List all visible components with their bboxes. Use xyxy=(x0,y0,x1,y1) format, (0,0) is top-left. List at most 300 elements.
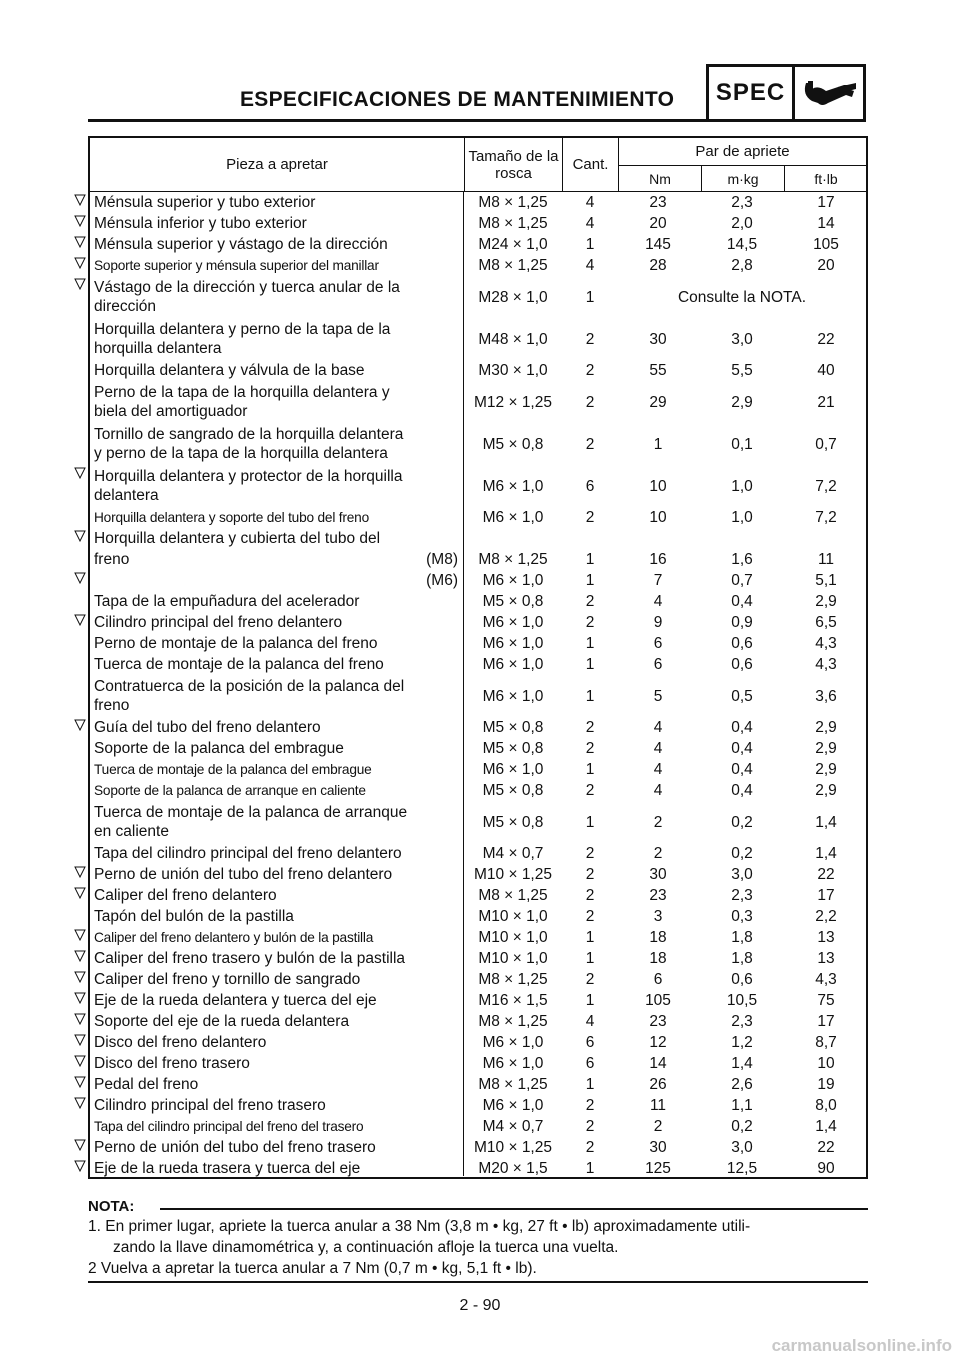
warning-triangle-icon xyxy=(74,1034,86,1046)
thread-size: M6 × 1,0 xyxy=(482,761,544,778)
part-name-text: Soporte de la palanca del embrague xyxy=(94,740,344,757)
torque-ftlb: 8,0 xyxy=(815,1097,837,1114)
torque-mkg: 0,4 xyxy=(731,719,753,736)
torque-mkg: 0,4 xyxy=(731,782,753,799)
thread-size: M5 × 0,8 xyxy=(482,740,544,757)
torque-nm: 6 xyxy=(653,635,663,652)
part-name-text: Pedal del freno xyxy=(94,1076,199,1093)
table-row xyxy=(90,906,866,927)
note-label: NOTA: xyxy=(88,1198,135,1215)
part-name-text: Cilindro principal del freno trasero xyxy=(94,1097,326,1114)
torque-nm: 6 xyxy=(653,971,663,988)
table-row xyxy=(90,1095,866,1116)
wrench-icon xyxy=(795,67,863,119)
thread-size: M10 × 1,0 xyxy=(478,950,548,967)
part-name-line2: biela del amortiguador xyxy=(94,403,248,420)
part-name xyxy=(94,675,462,717)
note-2: 2 Vuelva a apretar la tuerca anular a 7 Nm (0,7 m • kg, 5,1 ft • lb). xyxy=(88,1260,537,1277)
torque-ftlb: 11 xyxy=(817,551,835,568)
warning-triangle-icon xyxy=(74,467,86,479)
torque-nm: 4 xyxy=(653,782,663,799)
torque-ftlb: 2,9 xyxy=(815,782,837,799)
torque-nm: 145 xyxy=(645,236,671,253)
part-name xyxy=(94,276,462,318)
note-rule xyxy=(160,1208,868,1210)
quantity: 4 xyxy=(585,194,595,211)
torque-units xyxy=(619,165,867,191)
torque-ftlb: 13 xyxy=(817,929,835,946)
quantity: 2 xyxy=(585,593,595,610)
torque-nm: 23 xyxy=(649,194,667,211)
torque-mkg: 2,6 xyxy=(731,1076,753,1093)
part-name xyxy=(94,360,462,381)
torque-mkg: 0,4 xyxy=(731,740,753,757)
part-name-text: Soporte de la palanca de arranque en caliente xyxy=(94,783,366,798)
thread-size: M8 × 1,25 xyxy=(478,887,548,904)
part-name xyxy=(94,654,462,675)
part-name xyxy=(94,759,462,780)
part-name-lines xyxy=(94,803,407,841)
quantity: 2 xyxy=(585,845,595,862)
torque-ftlb: 7,2 xyxy=(815,477,837,495)
unit-ftlb: ft·lb xyxy=(784,166,867,191)
quantity: 4 xyxy=(585,257,595,274)
thread-size: M6 × 1,0 xyxy=(482,1097,544,1114)
table-row xyxy=(90,360,866,381)
torque-nm: 2 xyxy=(653,1118,663,1135)
torque-ftlb: 2,9 xyxy=(815,719,837,736)
table-row xyxy=(90,1053,866,1074)
part-name-text: Soporte del eje de la rueda delantera xyxy=(94,1013,350,1030)
torque-ftlb: 8,7 xyxy=(815,1034,837,1051)
torque-ftlb: 6,5 xyxy=(815,614,837,631)
torque-mkg: 2,0 xyxy=(731,215,753,232)
torque-nm: 5 xyxy=(653,687,663,705)
table-row xyxy=(90,864,866,885)
table-row xyxy=(90,717,866,738)
torque-ftlb: 17 xyxy=(817,1013,835,1030)
page-title: ESPECIFICACIONES DE MANTENIMIENTO xyxy=(240,88,675,111)
torque-nm: 23 xyxy=(649,1013,667,1030)
table-row xyxy=(90,1116,866,1137)
part-name-line1: Horquilla delantera y protector de la horquilla xyxy=(94,468,403,485)
part-name xyxy=(94,213,462,234)
part-name xyxy=(94,927,462,948)
torque-ftlb: 5,1 xyxy=(815,572,837,589)
torque-nm: 30 xyxy=(649,330,667,348)
quantity: 4 xyxy=(585,1013,595,1030)
part-name-text: Horquilla delantera y soporte del tubo del freno xyxy=(94,510,369,525)
table-row xyxy=(90,423,866,465)
torque-note: Consulte la NOTA. xyxy=(677,288,807,306)
header-rule xyxy=(88,119,708,122)
torque-ftlb: 19 xyxy=(817,1076,835,1093)
part-name-line1: Perno de la tapa de la horquilla delantera y xyxy=(94,384,390,401)
quantity: 1 xyxy=(585,687,595,705)
table-row xyxy=(90,948,866,969)
quantity: 1 xyxy=(585,761,595,778)
torque-ftlb: 2,2 xyxy=(815,908,837,925)
torque-nm: 14 xyxy=(649,1055,667,1072)
torque-ftlb: 17 xyxy=(817,887,835,904)
torque-ftlb: 4,3 xyxy=(815,656,837,673)
table-row xyxy=(90,759,866,780)
torque-ftlb: 4,3 xyxy=(815,971,837,988)
table-row xyxy=(90,801,866,843)
torque-mkg: 0,3 xyxy=(731,908,753,925)
torque-mkg: 2,9 xyxy=(731,393,753,411)
torque-mkg: 3,0 xyxy=(731,866,753,883)
torque-nm: 3 xyxy=(653,908,663,925)
torque-nm: 2 xyxy=(653,813,663,831)
table-row xyxy=(90,255,866,276)
torque-nm: 10 xyxy=(649,477,667,495)
part-name-text: Soporte superior y ménsula superior del manillar xyxy=(94,258,379,273)
part-name-text: freno xyxy=(94,551,130,568)
quantity: 2 xyxy=(585,1139,595,1156)
torque-nm: 12 xyxy=(649,1034,667,1051)
quantity: 1 xyxy=(585,992,595,1009)
warning-triangle-icon xyxy=(74,929,86,941)
torque-mkg: 12,5 xyxy=(726,1160,758,1177)
note-1: 1. En primer lugar, apriete la tuerca anular a 38 Nm (3,8 m • kg, 27 ft • lb) aproximadamente utili- xyxy=(88,1218,751,1235)
warning-triangle-icon xyxy=(74,1055,86,1067)
torque-nm: 105 xyxy=(645,992,671,1009)
thread-size: M30 × 1,0 xyxy=(478,362,548,379)
quantity: 2 xyxy=(585,435,595,453)
part-name-text: Ménsula inferior y tubo exterior xyxy=(94,215,307,232)
torque-mkg: 5,5 xyxy=(731,362,753,379)
part-name-line2: delantera xyxy=(94,487,159,504)
watermark: carmanualsonline.info xyxy=(771,1336,952,1355)
torque-mkg: 0,2 xyxy=(731,845,753,862)
part-name-text: Tapón del bulón de la pastilla xyxy=(94,908,294,925)
quantity: 2 xyxy=(585,393,595,411)
torque-mkg: 1,2 xyxy=(731,1034,753,1051)
torque-ftlb: 75 xyxy=(817,992,835,1009)
table-row xyxy=(90,654,866,675)
warning-triangle-icon xyxy=(74,866,86,878)
warning-triangle-icon xyxy=(74,719,86,731)
col-header-torque xyxy=(618,138,866,191)
table-row xyxy=(90,381,866,423)
torque-ftlb: 2,9 xyxy=(815,761,837,778)
part-name-text: Horquilla delantera y válvula de la base xyxy=(94,362,365,379)
quantity: 1 xyxy=(585,1076,595,1093)
part-name xyxy=(94,381,462,423)
thread-size: M20 × 1,5 xyxy=(478,1160,548,1177)
torque-ftlb: 22 xyxy=(817,866,835,883)
part-name xyxy=(94,591,462,612)
quantity: 2 xyxy=(585,1118,595,1135)
torque-nm: 23 xyxy=(649,887,667,904)
torque-nm: 20 xyxy=(649,215,667,232)
part-name xyxy=(94,738,462,759)
torque-nm: 16 xyxy=(649,551,667,568)
warning-triangle-icon xyxy=(74,257,86,269)
part-variant: (M6) xyxy=(426,572,458,589)
part-name-text: Tuerca de montaje de la palanca del embrague xyxy=(94,762,372,777)
part-name xyxy=(94,864,462,885)
table-row xyxy=(90,1011,866,1032)
torque-mkg: 0,2 xyxy=(731,813,753,831)
quantity: 2 xyxy=(585,614,595,631)
table-row xyxy=(90,1158,866,1179)
quantity: 1 xyxy=(585,236,595,253)
part-name xyxy=(94,906,462,927)
table-row xyxy=(90,1032,866,1053)
quantity: 1 xyxy=(585,950,595,967)
part-name-line2: freno xyxy=(94,697,130,714)
col-header-qty: Cant. xyxy=(562,138,618,191)
warning-triangle-icon xyxy=(74,992,86,1004)
torque-ftlb: 21 xyxy=(817,393,835,411)
part-name xyxy=(94,465,462,507)
torque-ftlb: 20 xyxy=(817,257,835,274)
part-name xyxy=(94,612,462,633)
part-name-text: Cilindro principal del freno delantero xyxy=(94,614,343,631)
part-name-text: Ménsula superior y vástago de la dirección xyxy=(94,236,388,253)
torque-mkg: 0,6 xyxy=(731,635,753,652)
quantity: 2 xyxy=(585,740,595,757)
table-row xyxy=(90,675,866,717)
torque-nm: 2 xyxy=(653,845,663,862)
table-row xyxy=(90,927,866,948)
table-row xyxy=(90,969,866,990)
table-row xyxy=(90,318,866,360)
part-name xyxy=(94,780,462,801)
part-name xyxy=(94,507,462,528)
thread-size: M8 × 1,25 xyxy=(478,971,548,988)
quantity: 1 xyxy=(585,635,595,652)
torque-mkg: 3,0 xyxy=(731,1139,753,1156)
thread-size: M8 × 1,25 xyxy=(478,257,548,274)
torque-ftlb: 2,9 xyxy=(815,593,837,610)
part-name-line1: Tuerca de montaje de la palanca de arranque xyxy=(94,804,408,821)
thread-size: M6 × 1,0 xyxy=(482,1034,544,1051)
thread-size: M5 × 0,8 xyxy=(482,782,544,799)
table-row xyxy=(90,591,866,612)
torque-mkg: 1,6 xyxy=(731,551,753,568)
thread-size: M28 × 1,0 xyxy=(478,288,548,306)
quantity: 6 xyxy=(585,477,595,495)
thread-size: M8 × 1,25 xyxy=(478,1013,548,1030)
part-name-line2: horquilla delantera xyxy=(94,340,222,357)
part-name xyxy=(94,528,462,549)
torque-mkg: 1,0 xyxy=(731,509,753,526)
part-name xyxy=(94,318,462,360)
table-row xyxy=(90,738,866,759)
table-row xyxy=(90,213,866,234)
warning-triangle-icon xyxy=(74,215,86,227)
part-name-line1: Tornillo de sangrado de la horquilla delantera xyxy=(94,426,404,443)
torque-ftlb: 90 xyxy=(817,1160,835,1177)
part-name xyxy=(94,423,462,465)
table-row xyxy=(90,843,866,864)
part-name-line1: Vástago de la dirección y tuerca anular de la xyxy=(94,279,400,296)
torque-nm: 30 xyxy=(649,866,667,883)
thread-size: M5 × 0,8 xyxy=(482,593,544,610)
table-row xyxy=(90,507,866,528)
thread-size: M6 × 1,0 xyxy=(482,687,544,705)
torque-ftlb: 22 xyxy=(817,330,835,348)
part-name-text: Horquilla delantera y cubierta del tubo del xyxy=(94,530,381,547)
torque-ftlb: 105 xyxy=(813,236,839,253)
quantity: 2 xyxy=(585,971,595,988)
quantity: 2 xyxy=(585,782,595,799)
quantity: 6 xyxy=(585,1034,595,1051)
warning-triangle-icon xyxy=(74,971,86,983)
thread-size: M8 × 1,25 xyxy=(478,215,548,232)
thread-size: M5 × 0,8 xyxy=(482,813,544,831)
quantity: 2 xyxy=(585,866,595,883)
part-name xyxy=(94,948,462,969)
part-name xyxy=(94,1116,462,1137)
part-name xyxy=(94,1011,462,1032)
spec-badge xyxy=(706,64,866,122)
part-name xyxy=(94,1032,462,1053)
torque-ftlb: 7,2 xyxy=(815,509,837,526)
torque-title: Par de apriete xyxy=(695,143,790,160)
table-row xyxy=(90,1074,866,1095)
part-name xyxy=(94,717,462,738)
part-variant: (M8) xyxy=(426,551,458,568)
table-row xyxy=(90,192,866,213)
quantity: 4 xyxy=(585,215,595,232)
quantity: 1 xyxy=(585,572,595,589)
thread-size: M4 × 0,7 xyxy=(482,1118,544,1135)
torque-nm: 28 xyxy=(649,257,667,274)
part-name-text: Tapa de la empuñadura del acelerador xyxy=(94,593,360,610)
warning-triangle-icon xyxy=(74,278,86,290)
part-name-lines xyxy=(94,425,403,463)
torque-mkg: 1,1 xyxy=(731,1097,753,1114)
part-name-lines xyxy=(94,677,404,715)
part-name xyxy=(94,885,462,906)
quantity: 1 xyxy=(585,551,595,568)
footer-rule xyxy=(88,1281,868,1283)
table-row xyxy=(90,780,866,801)
part-name-text: Tapa del cilindro principal del freno del trasero xyxy=(94,1119,364,1134)
torque-ftlb: 14 xyxy=(817,215,835,232)
part-name xyxy=(94,1074,462,1095)
torque-mkg: 0,7 xyxy=(731,572,753,589)
quantity: 1 xyxy=(585,288,595,306)
thread-size: M10 × 1,0 xyxy=(478,908,548,925)
warning-triangle-icon xyxy=(74,1139,86,1151)
unit-mkg: m·kg xyxy=(701,166,784,191)
part-name-text: Eje de la rueda trasera y tuerca del eje xyxy=(94,1160,361,1177)
torque-nm: 29 xyxy=(649,393,667,411)
quantity: 2 xyxy=(585,719,595,736)
torque-mkg: 2,8 xyxy=(731,257,753,274)
part-name xyxy=(94,570,462,591)
table-row xyxy=(90,465,866,507)
warning-triangle-icon xyxy=(74,236,86,248)
quantity: 2 xyxy=(585,362,595,379)
part-name-text: Caliper del freno trasero y bulón de la pastilla xyxy=(94,950,406,967)
table-row xyxy=(90,570,866,591)
part-name-text: Caliper del freno delantero xyxy=(94,887,277,904)
table-row xyxy=(90,1137,866,1158)
part-name-lines xyxy=(94,383,390,421)
thread-size: M16 × 1,5 xyxy=(478,992,548,1009)
torque-mkg: 1,0 xyxy=(731,477,753,495)
spec-label: SPEC xyxy=(709,67,795,119)
thread-size: M6 × 1,0 xyxy=(482,614,544,631)
part-name xyxy=(94,1137,462,1158)
torque-mkg: 10,5 xyxy=(726,992,758,1009)
part-name xyxy=(94,801,462,843)
part-name xyxy=(94,549,462,570)
part-name-line2: y perno de la tapa de la horquilla delantera xyxy=(94,445,388,462)
torque-mkg: 1,4 xyxy=(731,1055,753,1072)
thread-size: M10 × 1,0 xyxy=(478,929,548,946)
torque-ftlb: 1,4 xyxy=(815,813,837,831)
part-name-text: Perno de unión del tubo del freno delantero xyxy=(94,866,393,883)
part-name-text: Caliper del freno delantero y bulón de la pastilla xyxy=(94,930,374,945)
torque-mkg: 0,4 xyxy=(731,593,753,610)
torque-ftlb: 0,7 xyxy=(815,435,837,453)
part-name-lines xyxy=(94,467,402,505)
part-name-text: Disco del freno delantero xyxy=(94,1034,267,1051)
part-name-line1: Contratuerca de la posición de la palanca del xyxy=(94,678,405,695)
torque-ftlb: 1,4 xyxy=(815,1118,837,1135)
quantity: 2 xyxy=(585,1097,595,1114)
thread-size: M12 × 1,25 xyxy=(474,393,552,411)
warning-triangle-icon xyxy=(74,1076,86,1088)
torque-nm: 26 xyxy=(649,1076,667,1093)
part-name-line2: en caliente xyxy=(94,823,169,840)
torque-nm: 55 xyxy=(649,362,667,379)
part-name xyxy=(94,843,462,864)
thread-size: M8 × 1,25 xyxy=(478,551,548,568)
warning-triangle-icon xyxy=(74,530,86,542)
part-name-text: Disco del freno trasero xyxy=(94,1055,250,1072)
quantity: 2 xyxy=(585,887,595,904)
thread-size: M24 × 1,0 xyxy=(478,236,548,253)
unit-nm: Nm xyxy=(649,170,671,187)
torque-ftlb: 22 xyxy=(817,1139,835,1156)
warning-triangle-icon xyxy=(74,950,86,962)
thread-size: M5 × 0,8 xyxy=(482,719,544,736)
col-header-part: Pieza a apretar xyxy=(226,156,328,173)
table-row xyxy=(90,612,866,633)
torque-mkg: 14,5 xyxy=(726,236,758,253)
table-row xyxy=(90,990,866,1011)
torque-nm: 9 xyxy=(653,614,663,631)
torque-mkg: 0,1 xyxy=(731,435,753,453)
part-name xyxy=(94,234,462,255)
warning-triangle-icon xyxy=(74,1013,86,1025)
quantity: 2 xyxy=(585,330,595,348)
part-name xyxy=(94,1158,462,1179)
part-name-text: Perno de unión del tubo del freno trasero xyxy=(94,1139,376,1156)
torque-ftlb: 17 xyxy=(817,194,835,211)
table-row xyxy=(90,633,866,654)
thread-size: M5 × 0,8 xyxy=(482,435,544,453)
warning-triangle-icon xyxy=(74,1097,86,1109)
part-name xyxy=(94,1095,462,1116)
torque-mkg: 2,3 xyxy=(731,887,753,904)
torque-mkg: 0,9 xyxy=(731,614,753,631)
table-row xyxy=(90,885,866,906)
torque-nm: 18 xyxy=(649,929,667,946)
thread-size: M8 × 1,25 xyxy=(478,1076,548,1093)
quantity: 1 xyxy=(585,656,595,673)
torque-nm: 6 xyxy=(653,656,663,673)
warning-triangle-icon xyxy=(74,614,86,626)
